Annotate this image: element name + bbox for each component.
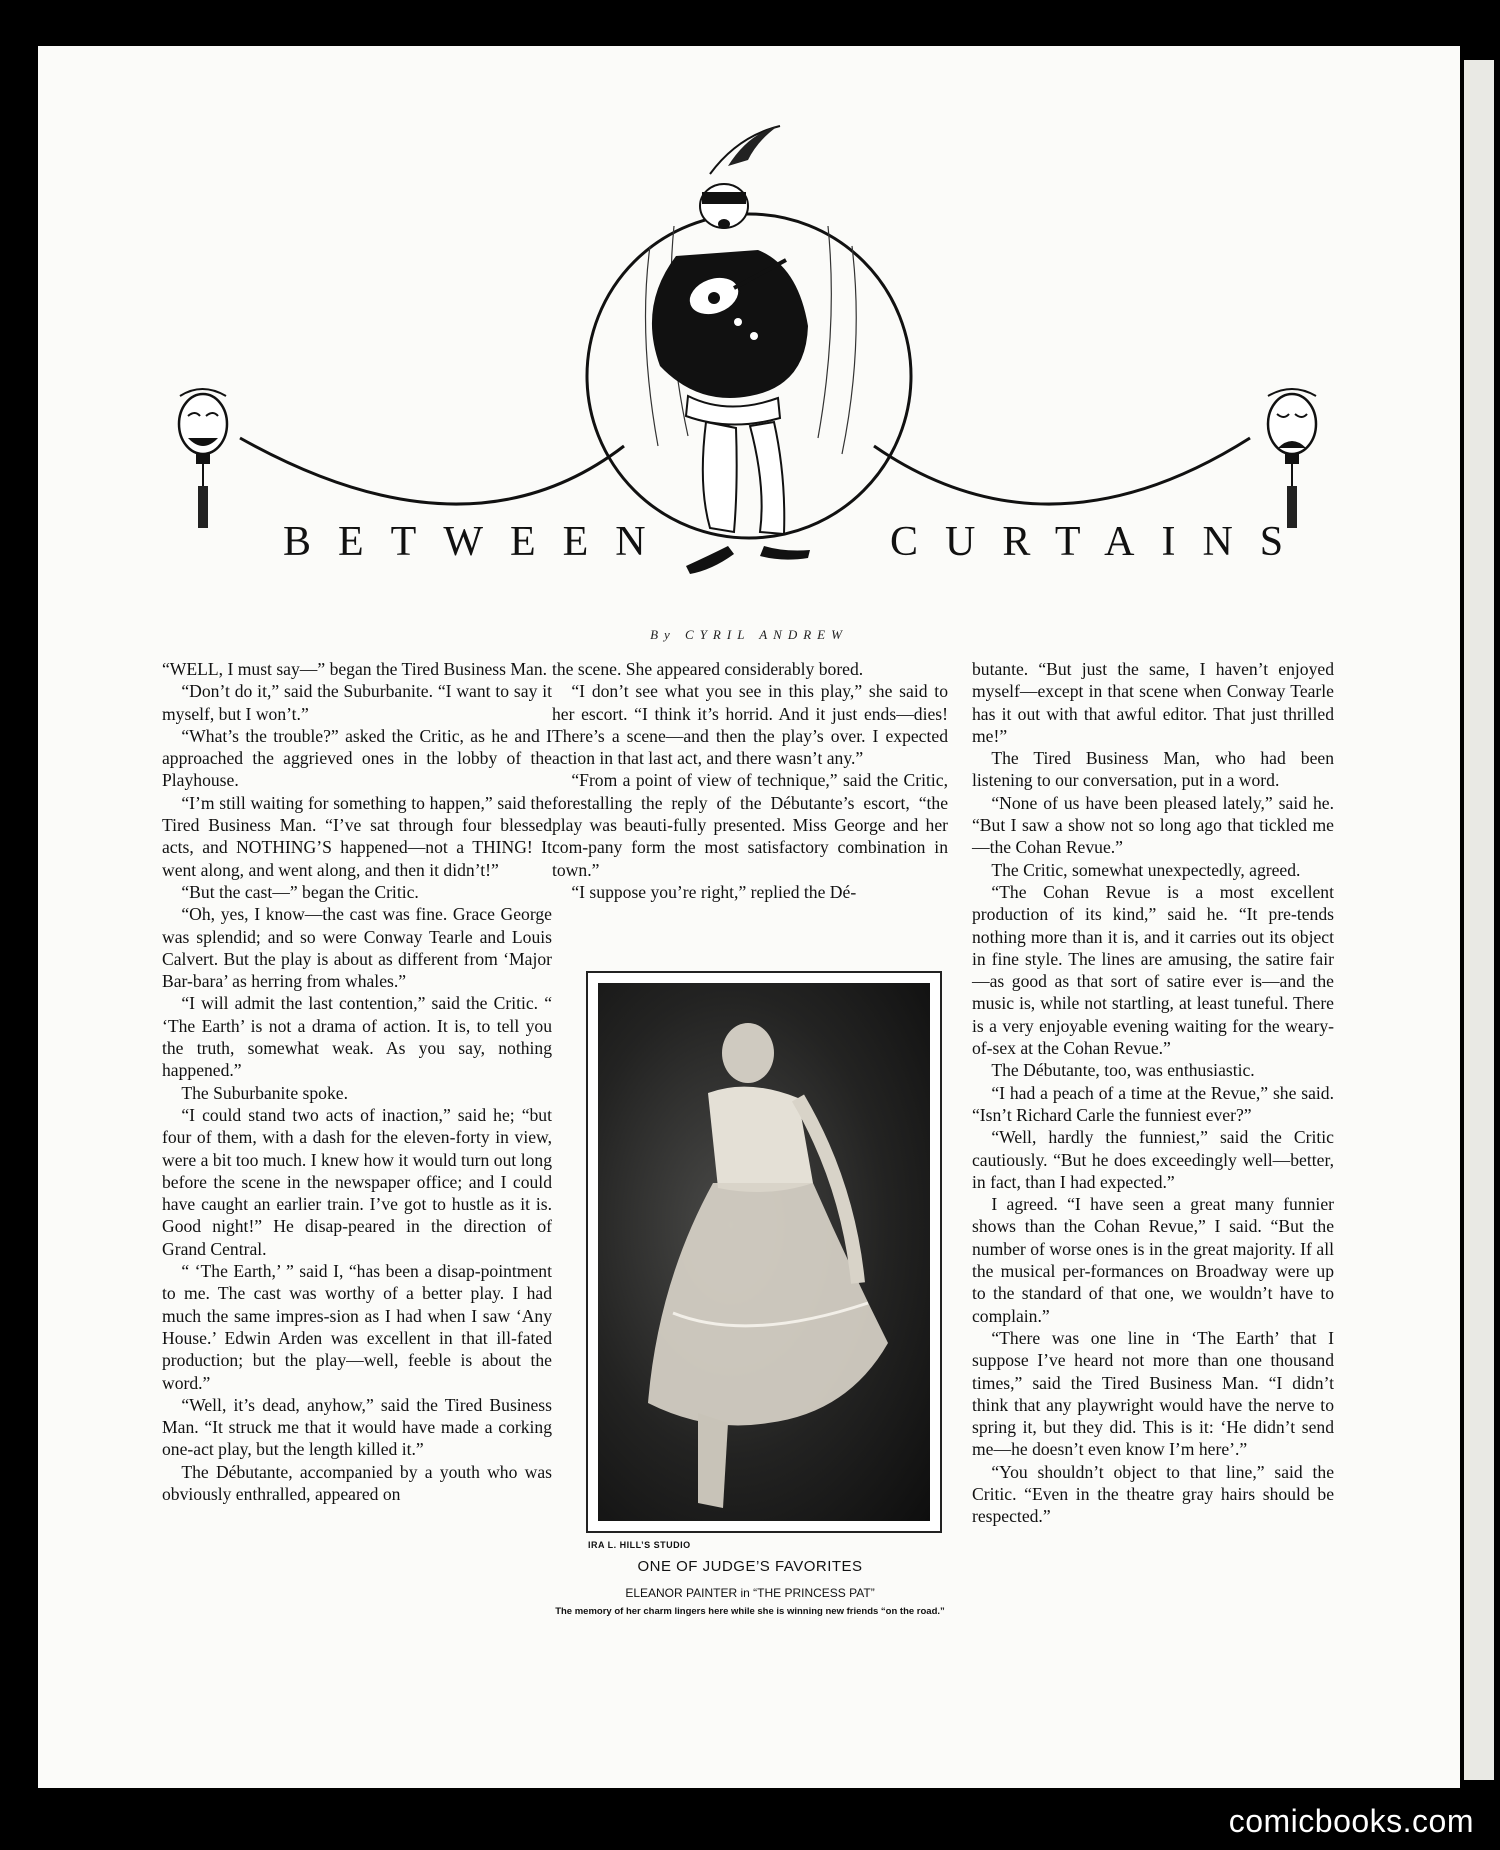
paragraph: “Don’t do it,” said the Suburbanite. “I want to say it myself, but I won’t.” — [162, 681, 552, 724]
paragraph: “Well, hardly the funniest,” said the Critic cautiously. “But he does exceedingly well—better, in fact, than I had expected.” — [972, 1127, 1334, 1192]
paragraph: The Tired Business Man, who had been listening to our conversation, put in a word. — [972, 748, 1334, 791]
paragraph: “Well, it’s dead, anyhow,” said the Tired Business Man. “It struck me that it would have made a corking one-act play, but the length killed it.” — [162, 1394, 552, 1460]
article-column-2 — [552, 658, 948, 903]
paragraph: “Oh, yes, I know—the cast was fine. Grace George was splendid; and so were Conway Tearle and Louis Calvert. But the play is about as different from ‘Major Bar-bara’ as herring from whales.” — [162, 904, 552, 992]
article-column-1 — [162, 658, 552, 1505]
paragraph: The Débutante, accompanied by a youth who was obviously enthralled, appeared on — [162, 1461, 552, 1504]
byline: By CYRIL ANDREW — [650, 627, 848, 642]
paragraph: The Critic, somewhat unexpectedly, agreed. — [991, 859, 1301, 880]
left-swag-rope — [240, 438, 624, 504]
paragraph: I agreed. “I have seen a great many funnier shows than the Cohan Revue,” I said. “But the number of worse ones is in the great majority. If all the musical per-formances on Broadway were up to the standard of that one, we wouldn’t have to complain.” — [972, 1194, 1334, 1326]
watermark: comicbooks.com — [1228, 1803, 1474, 1839]
magazine-page — [38, 46, 1460, 1788]
article-column-3 — [972, 658, 1334, 1528]
paragraph: “ ‘The Earth,’ ” said I, “has been a disap-pointment to me. The cast was worthy of a better play. I had much the same impres-sion as I had when I saw ‘Any House.’ Edwin Arden was excellent in that ill-fated production; but the play—well, feeble is about the word.” — [162, 1261, 552, 1393]
paragraph: “The Cohan Revue is a most excellent production of its kind,” said he. “It pre-tends nothing more than it is, and it carries out its object in fine style. The lines are amusing, the satire fair—as good as that sort of satire ever is—and the music is, while not startling, at least tuneful. There is a very enjoyable evening waiting for the weary-of-sex at the Cohan Revue.” — [972, 881, 1334, 1059]
paragraph: The Débutante, too, was enthusiastic. — [991, 1060, 1255, 1081]
right-swag-rope — [874, 438, 1250, 504]
paragraph: “There was one line in ‘The Earth’ that I suppose I’ve heard not more than one thousand times,” said the Tired Business Man. “I didn’t think that any playwright would have the nerve to spring it, but they did. This is it: ‘He didn’t send me—he doesn’t even know I’m here’.” — [972, 1327, 1334, 1460]
pierrot-icon — [652, 126, 810, 574]
title-between: BETWEEN — [283, 519, 673, 565]
tragedy-mask-icon — [1268, 389, 1316, 528]
caption-title: ONE OF JUDGE’S FAVORITES — [637, 1558, 863, 1575]
paragraph: “I will admit the last contention,” said the Critic. “ ‘The Earth’ is not a drama of action. It is, to tell you the truth, somewhat weak. As you say, nothing happened.” — [162, 993, 552, 1081]
paragraph: “You shouldn’t object to that line,” said the Critic. “Even in the theatre gray hairs should be respected.” — [972, 1461, 1334, 1527]
paragraph: butante. “But just the same, I haven’t enjoyed myself—except in that scene when Conway Tearle has it out with that awful editor. That just thrilled me!” — [972, 659, 1334, 746]
paragraph: “What’s the trouble?” asked the Critic, as he and I approached the aggrieved ones in the lobby of the Playhouse. — [162, 725, 552, 791]
paragraph: The Suburbanite spoke. — [181, 1082, 348, 1103]
paragraph: “I don’t see what you see in this play,” she said to her escort. “I think it’s horrid. And it just ends—dies! There’s a scene—and then the play’s over. I expected action in that last act, and there wasn’t any.” — [552, 681, 948, 769]
title-curtains: CURTAINS — [890, 519, 1311, 565]
paragraph: “None of us have been pleased lately,” said he. “But I saw a show not so long ago that tickled me—the Cohan Revue.” — [972, 792, 1334, 858]
next-page-edge — [1464, 60, 1494, 1780]
caption-subtitle: ELEANOR PAINTER in “THE PRINCESS PAT” — [625, 1586, 875, 1600]
caption-note: The memory of her charm lingers here while she is winning new friends “on the road.” — [555, 1606, 945, 1617]
paragraph: “I could stand two acts of inaction,” said he; “but four of them, with a dash for the eleven-forty in view, were a bit too much. I knew how it would turn out long before the scene in the newspaper office; and I could have caught an earlier train. I’ve got to hustle as it is. Good night!” He disap-peared in the direction of Grand Central. — [162, 1104, 552, 1259]
paragraph: “WELL, I must say—” began the Tired Business Man. — [162, 659, 548, 679]
paragraph: “But the cast—” began the Critic. — [181, 881, 419, 902]
dancer-figure — [598, 983, 930, 1521]
photo-dancer — [598, 983, 930, 1521]
paragraph: the scene. She appeared considerably bored. — [552, 659, 864, 679]
paragraph: “I suppose you’re right,” replied the Dé- — [571, 881, 857, 902]
paragraph: “I’m still waiting for something to happen,” said the Tired Business Man. “I’ve sat through four blessed acts, and NOTHING’S happened—not a THING! It went along, and went along, and then it didn’t!” — [162, 792, 552, 880]
paragraph: “I had a peach of a time at the Revue,” she said. “Isn’t Richard Carle the funniest ever?” — [972, 1082, 1334, 1125]
comedy-mask-icon — [179, 389, 227, 528]
photo-credit: IRA L. HILL’S STUDIO — [588, 1540, 691, 1550]
paragraph: “From a point of view of technique,” said the Critic, forestalling the reply of the Débutante’s escort, “the play was beauti-fully presented. Miss George and her com-pany form the most satisfactory combination in town.” — [552, 770, 948, 880]
photo-frame — [586, 971, 942, 1533]
